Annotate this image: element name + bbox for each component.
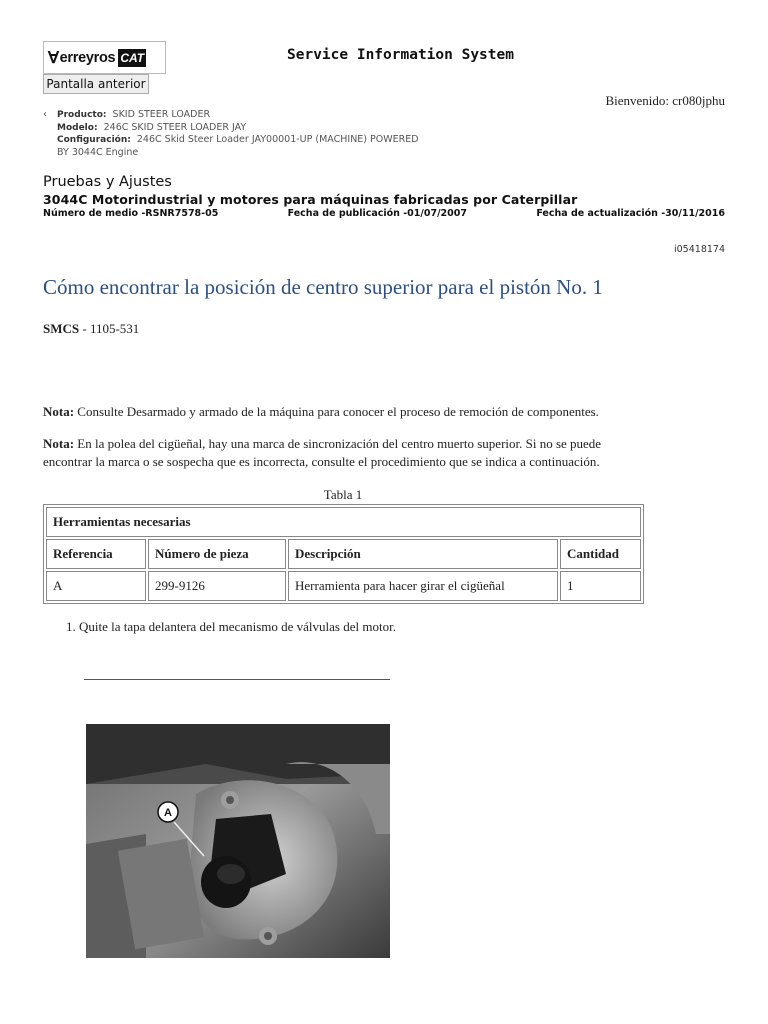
chevron-left-icon[interactable]: ‹ (43, 109, 47, 120)
cell-description: Herramienta para hacer girar el cigüeñal (288, 571, 558, 601)
cell-reference: A (46, 571, 146, 601)
column-header-reference: Referencia (46, 539, 146, 569)
page-title: Cómo encontrar la posición de centro superior para el pistón No. 1 (43, 275, 603, 299)
step-1: 1. Quite la tapa delantera del mecanismo de válvulas del motor. (66, 619, 396, 634)
config-value: 246C Skid Steer Loader JAY00001-UP (MACHINE) POWERED (136, 134, 419, 145)
config-label: Configuración: (57, 135, 131, 145)
media-number: Número de medio -RSNR7578-05 (43, 208, 219, 219)
column-header-part-number: Número de pieza (148, 539, 286, 569)
cat-badge: CAT (120, 50, 145, 65)
model-label: Modelo: (57, 122, 98, 133)
divider (84, 679, 390, 680)
smcs-value: - 1105-531 (79, 321, 140, 336)
ferreyros-cat-logo (43, 41, 166, 74)
note-2-text-line2: encontrar la marca o se sospecha que es incorrecta, consulte el procedimiento que se indica a continuación. (43, 454, 600, 469)
product-value: SKID STEER LOADER (112, 109, 211, 120)
column-header-quantity: Cantidad (560, 539, 641, 569)
engine-photo-illustration (86, 724, 390, 958)
product-info (43, 109, 443, 158)
table-row (46, 571, 641, 601)
publication-date: Fecha de publicación -01/07/2007 (287, 208, 468, 219)
section-heading: Pruebas y Ajustes (43, 174, 172, 190)
welcome-text: Bienvenido: cr080jphu (605, 93, 725, 108)
engine-photo (86, 724, 390, 958)
note-1 (43, 403, 733, 421)
smcs-code (43, 321, 139, 337)
callout-a: A (164, 807, 172, 819)
note-2 (43, 435, 733, 471)
update-date: Fecha de actualización -30/11/2016 (536, 208, 725, 219)
publication-row (43, 208, 725, 219)
config-value-cont: BY 3044C Engine (57, 146, 139, 158)
note-2-text-line1: En la polea del cigüeñal, hay una marca de sincronización del centro muerto superior. Si no se puede (74, 436, 602, 451)
document-id: i05418174 (674, 244, 725, 255)
table-title: Herramientas necesarias (46, 507, 641, 537)
model-value: 246C SKID STEER LOADER JAY (103, 121, 247, 133)
product-label: Producto: (57, 110, 107, 120)
cell-quantity: 1 (560, 571, 641, 601)
table-caption: Tabla 1 (323, 487, 363, 502)
logo-text: ∀ erreyros (48, 49, 116, 67)
smcs-label: SMCS (43, 321, 80, 336)
note-label: Nota: (43, 404, 75, 419)
tools-table (43, 504, 644, 604)
previous-screen-button[interactable]: Pantalla anterior (43, 74, 149, 94)
note-label: Nota: (43, 436, 75, 451)
note-1-text: Consulte Desarmado y armado de la máquina para conocer el proceso de remoción de componentes. (74, 404, 599, 419)
system-title: Service Information System (287, 47, 514, 63)
document-subtitle: 3044C Motorindustrial y motores para máquinas fabricadas por Caterpillar (43, 192, 578, 207)
cell-part-number: 299-9126 (148, 571, 286, 601)
column-header-description: Descripción (288, 539, 558, 569)
